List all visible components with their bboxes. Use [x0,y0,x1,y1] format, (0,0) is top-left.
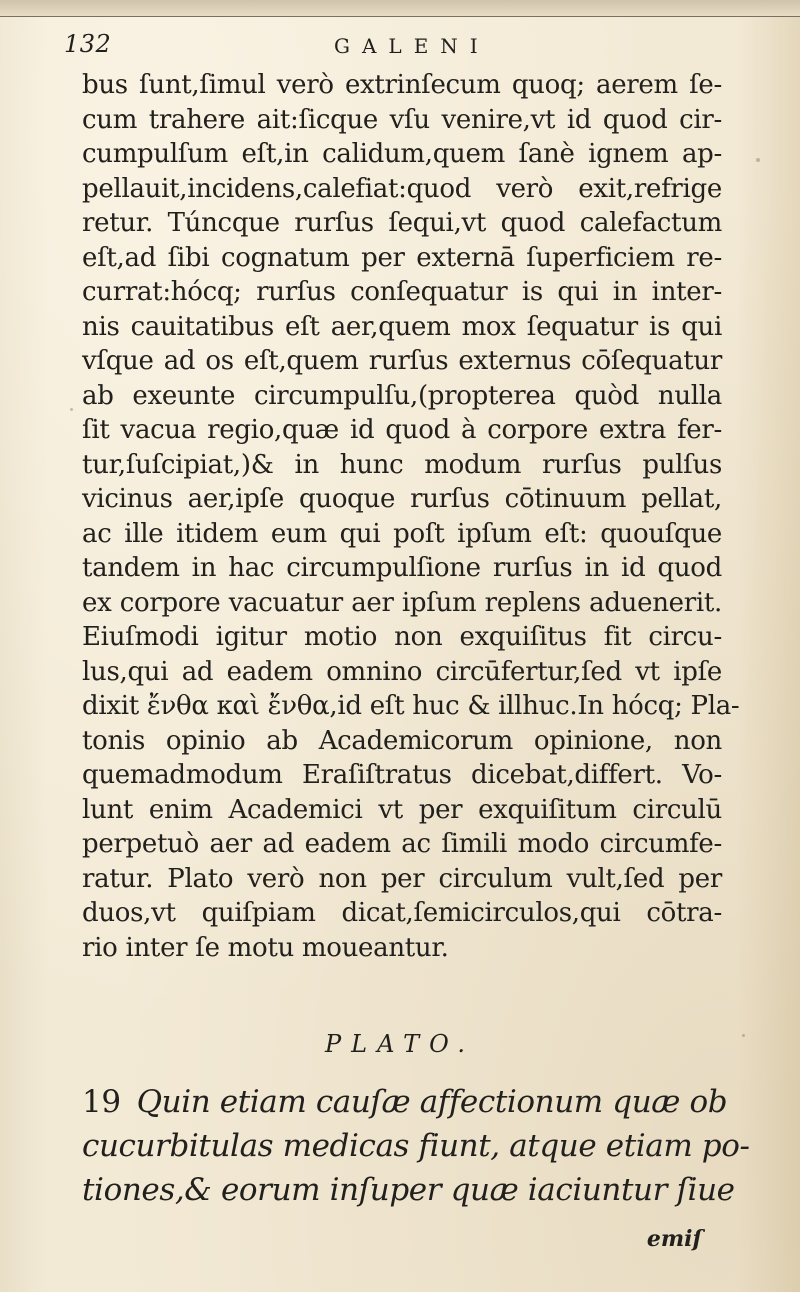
italic-text [82,1080,750,1212]
text-line: bus ſunt,ſimul verò extrinſecum quoq; aerem ſe- [82,70,722,100]
section-number: 19 [82,1084,121,1120]
text-line: pellauit,incidens,calefiat:quod verò exit,refrige [82,173,722,204]
text-line: perpetuò aer ad eadem ac ſimili modo circumfe- [82,829,722,859]
paper-speck [70,408,73,411]
text-line: ac ille itidem eum qui poſt ipſum eſt: quouſque [82,518,722,549]
text-line: lunt enim Academici vt per exquiſitum circulū [82,794,722,825]
text-line: nis cauitatibus eſt aer,quem mox ſequatur is qui [82,311,722,342]
text-line: retur. Túncque rurſus ſequi,vt quod calefactum [82,208,722,238]
text-line: eſt,ad ſibi cognatum per externā ſuperficiem re- [82,242,722,273]
text-line: vicinus aer,ipſe quoque rurſus cōtinuum pellat, [82,484,722,514]
catchword: emiſ [646,1226,702,1252]
italic-line-text: Quin etiam cauſæ affectionum quæ ob [136,1084,728,1120]
text-line: ratur. Plato verò non per circulum vult,ſed per [82,863,722,894]
text-line: ſit vacua regio,quæ id quod à corpore extra fer- [82,415,722,445]
page-number: 132 [64,30,112,58]
top-edge-rule [0,0,800,17]
page-header [64,30,740,66]
paper-speck [756,158,760,162]
text-line: lus,qui ad eadem omnino circūfertur,ſed vt ipſe [82,656,722,687]
text-line: tur,ſuſcipiat,)& in hunc modum rurſus pulſus [82,449,722,480]
text-line: dixit ἔνθα καὶ ἔνθα,id eſt huc & illhuc.In hócq; Pla- [82,691,740,721]
running-head: GALENI [334,34,490,58]
paper-speck [742,1034,745,1037]
italic-line: tiones,& eorum inſuper quæ iaciuntur ſiue [82,1172,735,1208]
text-line: currat:hócq; rurſus conſequatur is qui in inter- [82,277,722,307]
text-line: ex corpore vacuatur aer ipſum replens aduenerit. [82,587,722,618]
text-line-last: rio inter ſe motu moueantur. [82,932,449,963]
text-line: ab exeunte circumpulſu,(propterea quòd nulla [82,380,722,411]
text-line: duos,vt quiſpiam dicat,ſemicirculos,qui cōtra- [82,898,722,928]
text-line: cumpulſum eſt,in calidum,quem ſanè ignem ap- [82,139,722,169]
text-line: tandem in hac circumpulſione rurſus in id quod [82,553,722,583]
italic-line: cucurbitulas medicas fiunt, atque etiam po- [82,1128,750,1164]
text-line: cum trahere ait:ſicque vſu venire,vt id quod cir- [82,104,722,135]
text-line: quemadmodum Eraſiſtratus dicebat,differt. Vo- [82,760,722,790]
text-line: Eiuſmodi igitur motio non exquiſitus fit circu- [82,622,722,652]
italic-line-first [82,1080,728,1124]
text-line: vſque ad os eſt,quem rurſus externus cōſequatur [82,346,722,376]
body-text [82,68,740,965]
section-heading: PLATO. [324,1030,475,1058]
text-line: tonis opinio ab Academicorum opinione, non [82,725,722,756]
